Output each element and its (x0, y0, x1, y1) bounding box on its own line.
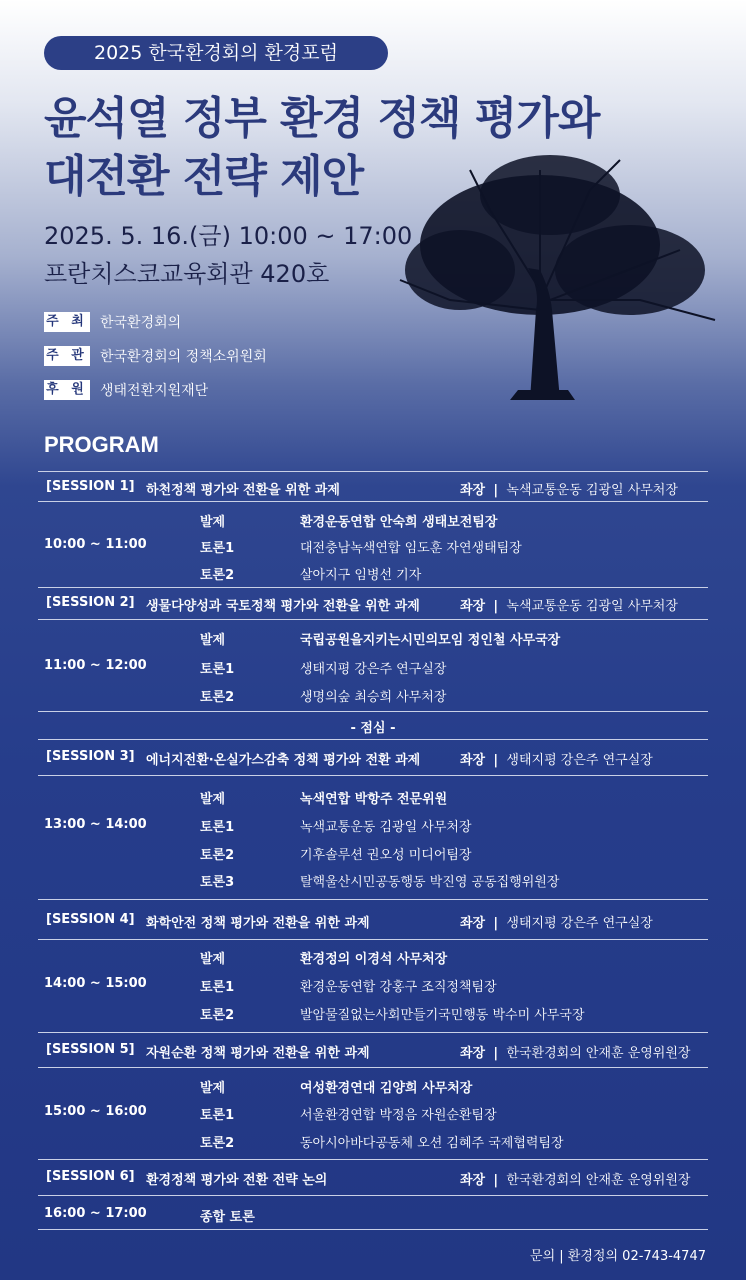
session-4-title: 화학안전 정책 평가와 전환을 위한 과제 (146, 916, 370, 931)
organizer-host (44, 312, 181, 332)
organizer-host-value: 한국환경회의 (100, 315, 182, 331)
session-1-label: [SESSION 1] (46, 479, 135, 494)
speaker-role: 토론1 (200, 1108, 235, 1123)
session-3-time: 13:00 ~ 14:00 (44, 817, 147, 832)
divider (38, 1159, 708, 1160)
chair-prefix: 좌장 (460, 753, 486, 768)
chair-separator: | (493, 753, 499, 768)
divider (38, 899, 708, 900)
organizer-sponsor-label: 후 원 (44, 380, 90, 400)
chair-prefix: 좌장 (460, 1173, 486, 1188)
lunch-break: - 점심 - (350, 721, 396, 736)
session-4-time: 14:00 ~ 15:00 (44, 976, 147, 991)
speaker-role: 발제 (200, 515, 226, 530)
session-5-chair (460, 1042, 690, 1061)
session-2-title: 생물다양성과 국토정책 평가와 전환을 위한 과제 (146, 599, 420, 614)
speaker-name: 녹색교통운동 김광일 사무처장 (300, 820, 472, 835)
speaker-name: 환경정의 이경석 사무처장 (300, 952, 448, 967)
general-discussion: 종합 토론 (200, 1210, 255, 1225)
speaker-role: 발제 (200, 792, 226, 807)
divider (38, 501, 708, 502)
speaker-role: 발제 (200, 952, 226, 967)
session-1-time: 10:00 ~ 11:00 (44, 537, 147, 552)
divider (38, 471, 708, 472)
speaker-role: 토론1 (200, 820, 235, 835)
speaker-role: 발제 (200, 633, 226, 648)
speaker-name: 생태지평 강은주 연구실장 (300, 662, 447, 677)
speaker-name: 환경운동연합 안숙희 생태보전팀장 (300, 515, 498, 530)
event-venue: 프란치스코교육회관 420호 (44, 260, 330, 288)
title-line-1: 윤석열 정부 환경 정책 평가와 (44, 93, 600, 144)
speaker-role: 토론2 (200, 1136, 235, 1151)
session-5-title: 자원순환 정책 평가와 전환을 위한 과제 (146, 1046, 370, 1061)
session-2-time: 11:00 ~ 12:00 (44, 658, 147, 673)
title-line-2: 대전환 전략 제안 (44, 151, 364, 202)
tree-illustration (390, 150, 720, 405)
speaker-name: 녹색연합 박항주 전문위원 (300, 792, 448, 807)
contact-info: 문의 | 환경정의 02-743-4747 (530, 1249, 706, 1264)
chair-separator: | (493, 1173, 499, 1188)
session-3-chair (460, 749, 653, 768)
session-5-time: 15:00 ~ 16:00 (44, 1104, 147, 1119)
session-4-chair (460, 912, 653, 931)
session-2-chair (460, 595, 678, 614)
speaker-name: 탈핵울산시민공동행동 박진영 공동집행위원장 (300, 875, 560, 890)
organizer-manager-label: 주 관 (44, 346, 90, 366)
divider (38, 739, 708, 740)
speaker-role: 토론2 (200, 1008, 235, 1023)
session-4-label: [SESSION 4] (46, 912, 135, 927)
chair-separator: | (493, 483, 499, 498)
chair-prefix: 좌장 (460, 599, 486, 614)
session-6-chair (460, 1169, 690, 1188)
chair-separator: | (493, 916, 499, 931)
speaker-name: 생명의숲 최승희 사무처장 (300, 690, 447, 705)
chair-prefix: 좌장 (460, 1046, 486, 1061)
speaker-role: 토론1 (200, 541, 235, 556)
speaker-role: 토론3 (200, 875, 235, 890)
divider (38, 775, 708, 776)
chair-separator: | (493, 599, 499, 614)
speaker-name: 대전충남녹색연합 임도훈 자연생태팀장 (300, 541, 522, 556)
divider (38, 939, 708, 940)
session-3-title: 에너지전환·온실가스감축 정책 평가와 전환 과제 (146, 753, 421, 768)
divider (38, 1067, 708, 1068)
speaker-role: 토론2 (200, 568, 235, 583)
speaker-role: 발제 (200, 1081, 226, 1096)
speaker-name: 서울환경연합 박정음 자원순환팀장 (300, 1108, 497, 1123)
speaker-name: 동아시아바다공동체 오션 김혜주 국제협력팀장 (300, 1136, 564, 1151)
chair-name: 생태지평 강은주 연구실장 (506, 753, 653, 768)
program-heading: PROGRAM (44, 432, 159, 457)
divider (38, 1229, 708, 1230)
speaker-name: 여성환경연대 김양희 사무처장 (300, 1081, 473, 1096)
organizer-host-label: 주 최 (44, 312, 90, 332)
speaker-name: 국립공원을지키는시민의모임 정인철 사무국장 (300, 633, 561, 648)
session-3-label: [SESSION 3] (46, 749, 135, 764)
session-1-chair (460, 479, 678, 498)
chair-prefix: 좌장 (460, 916, 486, 931)
divider (38, 711, 708, 712)
chair-name: 녹색교통운동 김광일 사무처장 (506, 483, 678, 498)
chair-prefix: 좌장 (460, 483, 486, 498)
divider (38, 1032, 708, 1033)
speaker-role: 토론1 (200, 980, 235, 995)
organizer-sponsor (44, 380, 208, 400)
speaker-name: 발암물질없는사회만들기국민행동 박수미 사무국장 (300, 1008, 585, 1023)
speaker-role: 토론1 (200, 662, 235, 677)
session-6-title: 환경정책 평가와 전환 전략 논의 (146, 1173, 328, 1188)
event-datetime: 2025. 5. 16.(금) 10:00 ~ 17:00 (44, 222, 413, 250)
chair-separator: | (493, 1046, 499, 1061)
session-6-time: 16:00 ~ 17:00 (44, 1206, 147, 1221)
session-2-label: [SESSION 2] (46, 595, 135, 610)
speaker-name: 살아지구 임병선 기자 (300, 568, 422, 583)
organizer-manager-value: 한국환경회의 정책소위원회 (100, 349, 267, 365)
divider (38, 587, 708, 588)
session-6-label: [SESSION 6] (46, 1169, 135, 1184)
organizer-sponsor-value: 생태전환지원재단 (100, 383, 209, 399)
organizer-manager (44, 346, 267, 366)
session-5-label: [SESSION 5] (46, 1042, 135, 1057)
chair-name: 한국환경회의 안재훈 운영위원장 (506, 1173, 691, 1188)
speaker-name: 기후솔루션 권오성 미디어팀장 (300, 848, 472, 863)
session-1-title: 하천정책 평가와 전환을 위한 과제 (146, 483, 340, 498)
divider (38, 1195, 708, 1196)
divider (38, 619, 708, 620)
chair-name: 한국환경회의 안재훈 운영위원장 (506, 1046, 691, 1061)
forum-pill: 2025 한국환경회의 환경포럼 (44, 36, 388, 70)
speaker-name: 환경운동연합 강홍구 조직정책팀장 (300, 980, 497, 995)
speaker-role: 토론2 (200, 690, 235, 705)
speaker-role: 토론2 (200, 848, 235, 863)
chair-name: 생태지평 강은주 연구실장 (506, 916, 653, 931)
chair-name: 녹색교통운동 김광일 사무처장 (506, 599, 678, 614)
